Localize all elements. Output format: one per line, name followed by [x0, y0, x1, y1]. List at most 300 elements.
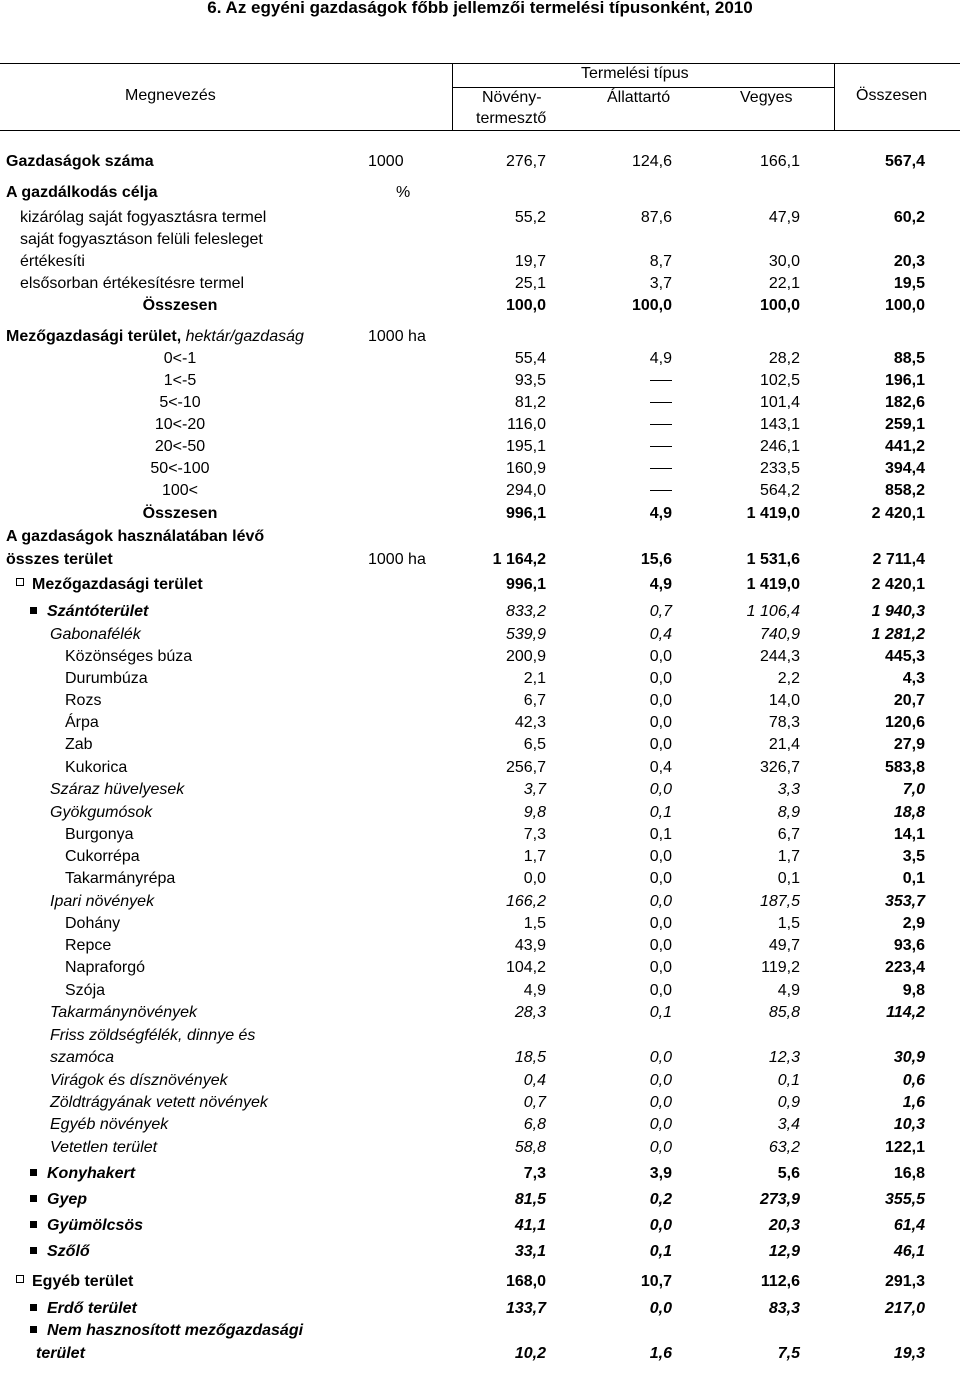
row-label: [6, 182, 157, 204]
row-label: [0, 480, 360, 502]
value-cell-c2: 100,0: [631, 297, 672, 314]
value-cell-c3: 0,1: [777, 870, 800, 887]
value-cell-c1: 276,7: [505, 153, 546, 170]
row-label-suffix: hektár/gazdaság: [185, 328, 304, 345]
value-cell-c1: 100,0: [505, 297, 546, 314]
table-row: [0, 913, 960, 935]
row-label-text: összes terület: [6, 551, 113, 568]
header-megnevezes: Megnevezés: [125, 87, 216, 104]
table-row: [0, 182, 960, 204]
table-row: [0, 668, 960, 690]
value-cell-c2: 0,0: [649, 982, 672, 999]
row-label: [0, 436, 360, 458]
value-cell-c3: 187,5: [759, 893, 800, 910]
row-label-text: Repce: [65, 937, 112, 954]
value-cell-c3: 112,6: [760, 1273, 800, 1290]
table-row: [0, 1241, 960, 1263]
row-label: [0, 458, 360, 480]
value-cell-c4: 20,7: [893, 692, 925, 709]
table-row: [0, 1002, 960, 1024]
value-cell-c2: 0,0: [649, 648, 672, 665]
row-label: [65, 957, 145, 979]
value-cell-c1: 28,3: [514, 1004, 546, 1021]
row-label: [50, 1025, 255, 1047]
value-cell-c4: 9,8: [902, 982, 925, 999]
header-top-rule: [0, 63, 960, 64]
table-row: [0, 1189, 960, 1211]
row-label: [0, 414, 360, 436]
value-cell-c1: 6,5: [523, 736, 546, 753]
row-label: [65, 935, 111, 957]
table-row: [0, 1343, 960, 1365]
row-label-text: Közönséges búza: [65, 648, 193, 665]
dash-cell: [650, 424, 672, 425]
row-label: [30, 1189, 87, 1211]
row-label: [30, 1320, 303, 1342]
row-label-text: Gyökgumósok: [50, 804, 153, 821]
value-cell-c1: 1,7: [523, 848, 546, 865]
value-cell-c2: 4,9: [649, 350, 672, 367]
table-row: [0, 690, 960, 712]
value-cell-c1: 55,2: [514, 209, 546, 226]
header-osszesen: Összesen: [856, 87, 928, 104]
row-label: [30, 1215, 143, 1237]
row-label: [65, 757, 127, 779]
row-label: [6, 151, 154, 173]
value-cell-c1: 55,4: [514, 350, 546, 367]
value-cell-c4: 30,9: [893, 1049, 925, 1066]
value-cell-c2: 87,6: [640, 209, 672, 226]
value-cell-c2: 3,7: [649, 275, 672, 292]
value-cell-c2: 0,0: [649, 670, 672, 687]
row-label-text: Összesen: [142, 297, 218, 314]
row-label: [6, 326, 304, 348]
value-cell-c3: 30,0: [768, 253, 800, 270]
value-cell-c4: 259,1: [884, 416, 925, 433]
value-cell-c3: 6,7: [777, 826, 800, 843]
table-row: [0, 1320, 960, 1342]
value-cell-c2: 0,0: [649, 1094, 672, 1111]
row-label-text: Friss zöldségfélék, dinnye és: [50, 1027, 256, 1044]
row-label-text: Kukorica: [65, 759, 128, 776]
row-label-text: Szántóterület: [47, 603, 149, 620]
table-row: [0, 802, 960, 824]
dash-cell: [650, 446, 672, 447]
row-label-text: Napraforgó: [65, 959, 146, 976]
value-cell-c4: 858,2: [884, 482, 925, 499]
value-cell-c1: 19,7: [514, 253, 546, 270]
table-row: [0, 846, 960, 868]
row-label-text: Zab: [65, 736, 93, 753]
value-cell-c2: 8,7: [649, 253, 672, 270]
value-cell-c2: 0,0: [649, 1139, 672, 1156]
value-cell-c2: 4,9: [649, 505, 672, 522]
value-cell-c3: 28,2: [768, 350, 800, 367]
row-label: [16, 574, 203, 596]
value-cell-c1: 996,1: [505, 505, 546, 522]
value-cell-c1: 18,5: [514, 1049, 546, 1066]
value-cell-c1: 41,1: [514, 1217, 546, 1234]
value-cell-c4: 567,4: [884, 153, 925, 170]
table-row: [0, 1114, 960, 1136]
header-type-rule: [452, 87, 834, 88]
row-label: [0, 370, 360, 392]
value-cell-c2: 0,0: [649, 1116, 672, 1133]
row-label: [65, 824, 134, 846]
value-cell-c1: 0,0: [523, 870, 546, 887]
value-cell-c4: 0,1: [902, 870, 925, 887]
value-cell-c2: 0,4: [649, 626, 672, 643]
row-label-text: Takarmányrépa: [65, 870, 176, 887]
value-cell-c3: 3,4: [777, 1116, 800, 1133]
value-cell-c1: 9,8: [523, 804, 546, 821]
row-label: [50, 1092, 268, 1114]
value-cell-c1: 42,3: [514, 714, 546, 731]
value-cell-c1: 539,9: [505, 626, 546, 643]
value-cell-c4: 182,6: [884, 394, 925, 411]
value-cell-c1: 10,2: [514, 1345, 546, 1362]
row-label: [65, 846, 140, 868]
value-cell-c1: 33,1: [514, 1243, 546, 1260]
header-novenytermeszto-2: termesztő: [476, 110, 547, 127]
value-cell-c1: 116,0: [507, 416, 546, 433]
row-label: [65, 913, 120, 935]
value-cell-c4: 3,5: [902, 848, 925, 865]
table-row: [0, 1070, 960, 1092]
value-cell-c3: 22,1: [768, 275, 800, 292]
value-cell-c1: 0,4: [523, 1072, 546, 1089]
value-cell-c2: 0,1: [649, 1004, 672, 1021]
filled-square-bullet-icon: [30, 1304, 37, 1311]
value-cell-c2: 0,0: [649, 893, 672, 910]
value-cell-c4: 4,3: [902, 670, 925, 687]
unit-cell: 1000: [368, 153, 404, 170]
value-cell-c2: 124,6: [631, 153, 672, 170]
value-cell-c1: 6,8: [523, 1116, 546, 1133]
value-cell-c4: 355,5: [884, 1191, 925, 1208]
value-cell-c2: 0,0: [649, 959, 672, 976]
row-label: [20, 251, 85, 273]
value-cell-c2: 0,1: [649, 826, 672, 843]
filled-square-bullet-icon: [30, 607, 37, 614]
value-cell-c2: 0,0: [649, 736, 672, 753]
table-row: [0, 392, 960, 414]
header-vegyes: Vegyes: [740, 89, 793, 106]
filled-square-bullet-icon: [30, 1247, 37, 1254]
table-row: [0, 1025, 960, 1047]
value-cell-c3: 740,9: [759, 626, 800, 643]
value-cell-c3: 1,5: [777, 915, 800, 932]
value-cell-c2: 0,0: [649, 937, 672, 954]
value-cell-c3: 143,1: [759, 416, 800, 433]
filled-square-bullet-icon: [30, 1195, 37, 1202]
row-label: [65, 734, 93, 756]
table-row: [0, 151, 960, 173]
filled-square-bullet-icon: [30, 1169, 37, 1176]
value-cell-c3: 47,9: [768, 209, 800, 226]
row-label-text: 50<-100: [150, 460, 210, 477]
row-label-text: Takarmánynövények: [50, 1004, 198, 1021]
value-cell-c3: 0,1: [777, 1072, 800, 1089]
row-label-text: Erdő terület: [47, 1300, 137, 1317]
value-cell-c2: 0,0: [649, 1072, 672, 1089]
value-cell-c4: 10,3: [893, 1116, 925, 1133]
value-cell-c4: 0,6: [902, 1072, 925, 1089]
row-label-text: értékesíti: [20, 253, 85, 270]
value-cell-c1: 996,1: [505, 576, 546, 593]
value-cell-c3: 0,9: [777, 1094, 800, 1111]
value-cell-c4: 445,3: [884, 648, 925, 665]
value-cell-c1: 195,1: [505, 438, 546, 455]
value-cell-c4: 122,1: [884, 1139, 925, 1156]
value-cell-c3: 326,7: [759, 759, 800, 776]
value-cell-c1: 200,9: [505, 648, 546, 665]
value-cell-c2: 0,2: [649, 1191, 672, 1208]
table-row: [0, 458, 960, 480]
open-square-bullet-icon: [16, 578, 24, 586]
value-cell-c3: 102,5: [759, 372, 800, 389]
value-cell-c3: 21,4: [768, 736, 800, 753]
row-label-text: Összesen: [142, 505, 218, 522]
value-cell-c4: 394,4: [884, 460, 925, 477]
filled-square-bullet-icon: [30, 1326, 37, 1333]
value-cell-c2: 0,0: [649, 870, 672, 887]
value-cell-c3: 246,1: [759, 438, 800, 455]
row-label-text: Mezőgazdasági terület: [32, 576, 203, 593]
row-label-text: 1<-5: [163, 372, 197, 389]
row-label-text: Gabonafélék: [50, 626, 141, 643]
table-row: [0, 779, 960, 801]
row-label-text: Mezőgazdasági terület,: [6, 328, 186, 345]
row-label: [50, 779, 184, 801]
row-label-text: Gyep: [47, 1191, 88, 1208]
value-cell-c4: 27,9: [893, 736, 925, 753]
value-cell-c2: 0,0: [649, 915, 672, 932]
header-novenytermeszto-1: Növény-: [482, 89, 542, 106]
value-cell-c4: 441,2: [884, 438, 925, 455]
value-cell-c4: 18,8: [893, 804, 925, 821]
row-label-text: Száraz hüvelyesek: [50, 781, 185, 798]
row-label: [36, 1343, 85, 1365]
table-row: [0, 326, 960, 348]
table-row: [0, 370, 960, 392]
row-label: [65, 690, 101, 712]
value-cell-c4: 19,3: [893, 1345, 925, 1362]
row-label: [65, 668, 148, 690]
value-cell-c4: 223,4: [884, 959, 925, 976]
value-cell-c1: 2,1: [523, 670, 546, 687]
value-cell-c3: 5,6: [777, 1165, 800, 1182]
page-title: 6. Az egyéni gazdaságok főbb jellemzői termelési típusonként, 2010: [207, 0, 753, 17]
value-cell-c1: 7,3: [523, 826, 546, 843]
table-row: [0, 824, 960, 846]
value-cell-c4: 2 420,1: [871, 505, 925, 522]
value-cell-c4: 583,8: [884, 759, 925, 776]
value-cell-c4: 120,6: [884, 714, 925, 731]
row-label: [50, 1114, 168, 1136]
row-label-text: Egyéb növények: [50, 1116, 169, 1133]
value-cell-c4: 1 281,2: [871, 626, 925, 643]
value-cell-c2: 0,7: [649, 603, 672, 620]
value-cell-c3: 12,9: [768, 1243, 800, 1260]
row-label: [50, 891, 154, 913]
table-row: [0, 1047, 960, 1069]
row-label-text: Virágok és dísznövények: [50, 1072, 228, 1089]
value-cell-c4: 19,5: [893, 275, 925, 292]
table-row: [0, 734, 960, 756]
row-label: [50, 1047, 114, 1069]
value-cell-c1: 93,5: [514, 372, 546, 389]
row-label-text: Durumbúza: [65, 670, 148, 687]
value-cell-c2: 0,0: [649, 714, 672, 731]
table-row: [0, 549, 960, 571]
table-row: [0, 295, 960, 317]
header-bottom-rule: [0, 130, 960, 131]
value-cell-c2: 0,0: [649, 1049, 672, 1066]
value-cell-c4: 88,5: [893, 350, 925, 367]
row-label-text: 0<-1: [163, 350, 197, 367]
row-label-text: Burgonya: [65, 826, 134, 843]
row-label-text: 20<-50: [154, 438, 206, 455]
value-cell-c3: 63,2: [768, 1139, 800, 1156]
row-label-text: Nem hasznosított mezőgazdasági: [47, 1322, 304, 1339]
value-cell-c3: 2,2: [777, 670, 800, 687]
row-label: [65, 868, 175, 890]
row-label-text: Egyéb terület: [32, 1273, 134, 1290]
row-label-text: Gyümölcsös: [47, 1217, 144, 1234]
table-row: [0, 935, 960, 957]
row-label: [0, 503, 360, 525]
row-label-text: 100<: [161, 482, 199, 499]
row-label: [50, 624, 141, 646]
value-cell-c2: 1,6: [649, 1345, 672, 1362]
table-row: [0, 980, 960, 1002]
row-label: [20, 229, 263, 251]
table-row: [0, 868, 960, 890]
value-cell-c4: 2 420,1: [871, 576, 925, 593]
header-termelesi-tipus: Termelési típus: [581, 65, 689, 82]
row-label-text: Zöldtrágyának vetett növények: [50, 1094, 268, 1111]
value-cell-c1: 4,9: [523, 982, 546, 999]
table-row: [0, 1137, 960, 1159]
row-label-text: saját fogyasztáson felüli felesleget: [20, 231, 263, 248]
table-row: [0, 480, 960, 502]
dash-cell: [650, 380, 672, 381]
table-row: [0, 229, 960, 251]
table-row: [0, 891, 960, 913]
value-cell-c3: 233,5: [759, 460, 800, 477]
header-divider-left: [452, 63, 453, 130]
value-cell-c3: 85,8: [768, 1004, 800, 1021]
value-cell-c1: 833,2: [505, 603, 546, 620]
filled-square-bullet-icon: [30, 1221, 37, 1228]
value-cell-c2: 15,6: [640, 551, 672, 568]
value-cell-c3: 1 419,0: [746, 505, 800, 522]
table-row: [0, 1163, 960, 1185]
value-cell-c1: 133,7: [505, 1300, 546, 1317]
value-cell-c4: 93,6: [893, 937, 925, 954]
row-label: [0, 348, 360, 370]
unit-cell: 1000 ha: [368, 551, 426, 568]
value-cell-c1: 6,7: [523, 692, 546, 709]
unit-cell: %: [396, 184, 411, 201]
value-cell-c3: 1 531,6: [746, 551, 800, 568]
row-label: [6, 526, 264, 548]
value-cell-c4: 353,7: [884, 893, 925, 910]
row-label: [65, 980, 105, 1002]
table-row: [0, 251, 960, 273]
value-cell-c1: 43,9: [514, 937, 546, 954]
value-cell-c3: 244,3: [759, 648, 800, 665]
value-cell-c2: 0,1: [649, 1243, 672, 1260]
value-cell-c4: 2,9: [902, 915, 925, 932]
value-cell-c4: 217,0: [884, 1300, 925, 1317]
row-label: [30, 1241, 90, 1263]
table-row: [0, 1298, 960, 1320]
open-square-bullet-icon: [16, 1275, 24, 1283]
table-row: [0, 712, 960, 734]
value-cell-c3: 1 419,0: [746, 576, 800, 593]
row-label-text: elsősorban értékesítésre termel: [20, 275, 245, 292]
value-cell-c3: 4,9: [777, 982, 800, 999]
value-cell-c2: 0,1: [649, 804, 672, 821]
value-cell-c3: 1 106,4: [746, 603, 800, 620]
value-cell-c1: 7,3: [523, 1165, 546, 1182]
value-cell-c1: 1 164,2: [492, 551, 546, 568]
row-label: [50, 1137, 157, 1159]
value-cell-c1: 81,5: [514, 1191, 546, 1208]
value-cell-c1: 25,1: [514, 275, 546, 292]
value-cell-c3: 100,0: [759, 297, 800, 314]
value-cell-c1: 58,8: [514, 1139, 546, 1156]
table-row: [0, 273, 960, 295]
table-row: [0, 1092, 960, 1114]
value-cell-c3: 14,0: [768, 692, 800, 709]
value-cell-c4: 14,1: [893, 826, 925, 843]
value-cell-c4: 291,3: [884, 1273, 925, 1290]
row-label: [30, 1298, 137, 1320]
table-row: [0, 1215, 960, 1237]
value-cell-c4: 46,1: [893, 1243, 925, 1260]
table-row: [0, 207, 960, 229]
value-cell-c3: 49,7: [768, 937, 800, 954]
value-cell-c2: 4,9: [649, 576, 672, 593]
value-cell-c4: 1 940,3: [871, 603, 925, 620]
value-cell-c3: 7,5: [777, 1345, 800, 1362]
value-cell-c4: 196,1: [884, 372, 925, 389]
table-row: [0, 526, 960, 548]
row-label-text: A gazdaságok használatában lévő: [6, 528, 265, 545]
value-cell-c3: 3,3: [777, 781, 800, 798]
row-label-text: Konyhakert: [47, 1165, 136, 1182]
row-label-text: kizárólag saját fogyasztásra termel: [20, 209, 267, 226]
header-divider-right: [834, 63, 835, 130]
row-label: [0, 295, 360, 317]
value-cell-c2: 3,9: [649, 1165, 672, 1182]
value-cell-c3: 101,4: [759, 394, 800, 411]
value-cell-c1: 256,7: [505, 759, 546, 776]
row-label-text: A gazdálkodás célja: [6, 184, 158, 201]
value-cell-c1: 81,2: [514, 394, 546, 411]
row-label-text: Ipari növények: [50, 893, 155, 910]
header-allattarto: Állattartó: [607, 89, 671, 106]
value-cell-c1: 3,7: [523, 781, 546, 798]
value-cell-c3: 1,7: [777, 848, 800, 865]
value-cell-c1: 0,7: [523, 1094, 546, 1111]
row-label: [30, 601, 148, 623]
row-label: [20, 207, 266, 229]
row-label-text: Dohány: [65, 915, 121, 932]
